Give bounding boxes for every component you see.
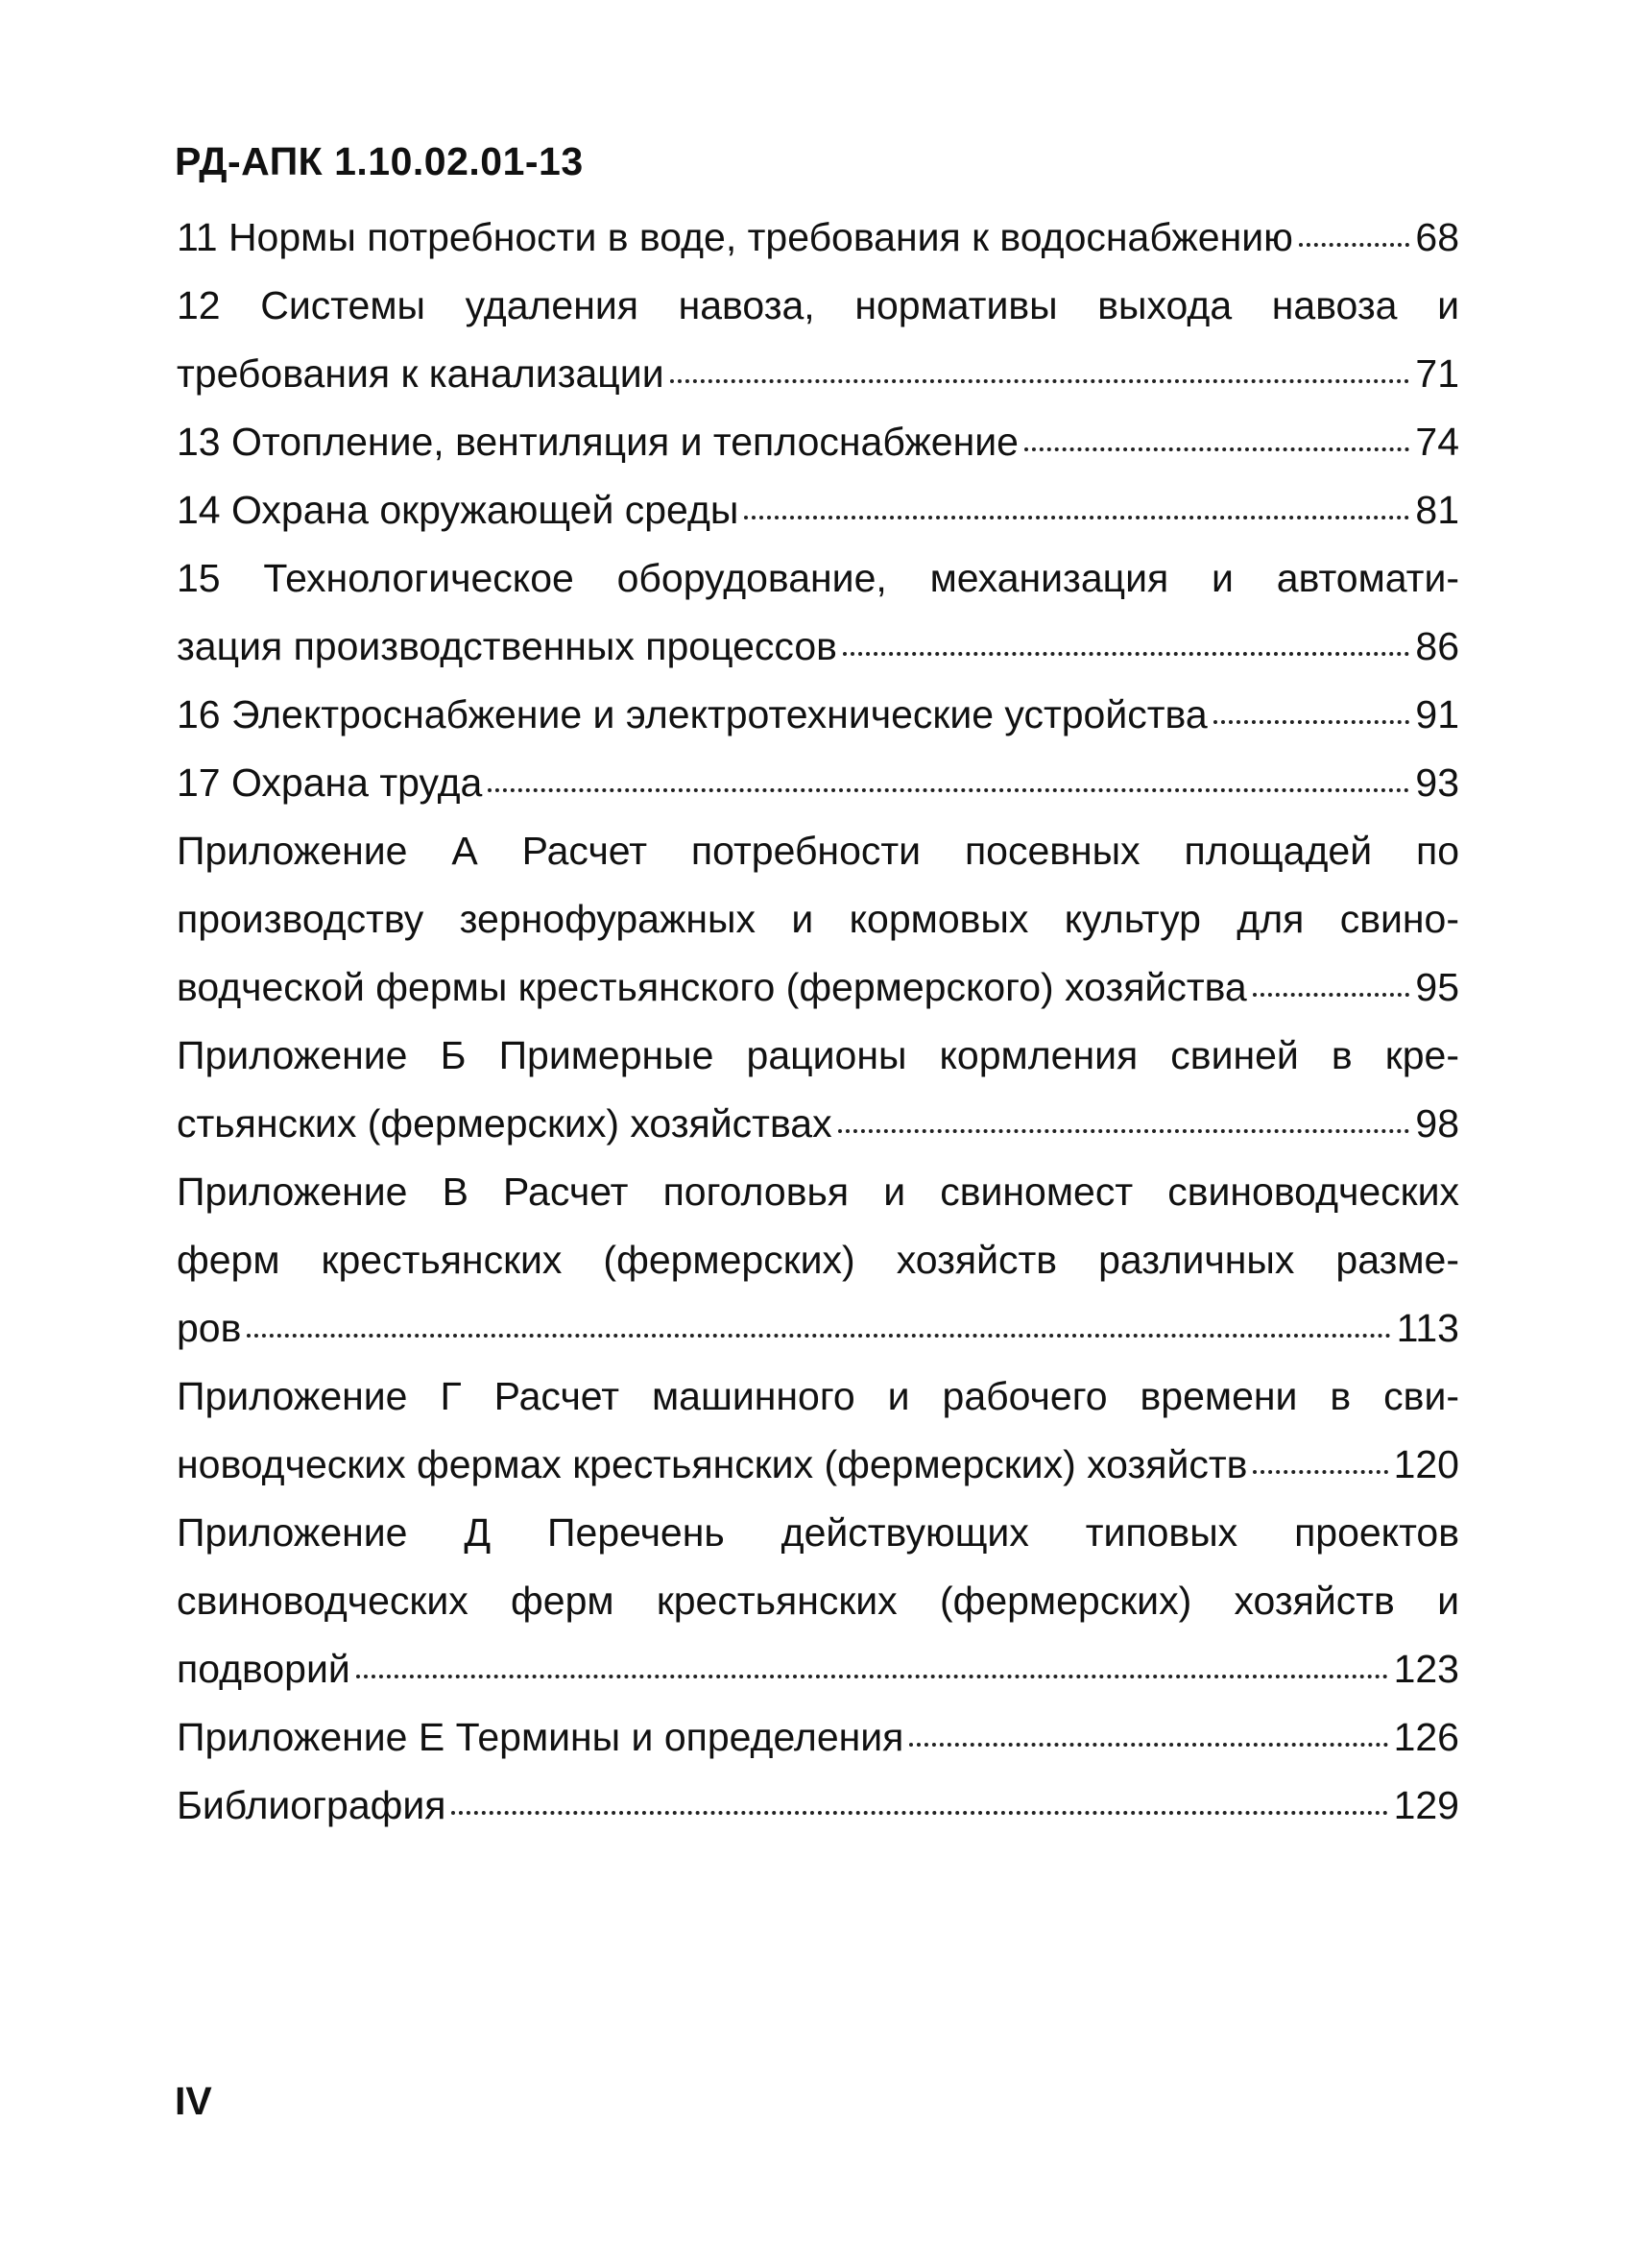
dot-leader: [1253, 1470, 1387, 1474]
page-number: IV: [175, 2079, 212, 2123]
toc-entry-title: 17 Охрана труда: [177, 760, 483, 805]
toc-entry-text-line: Приложение А Расчет потребности посевных площадей по: [177, 829, 1459, 873]
toc-entry-title: Приложение Е Термины и определения: [177, 1715, 904, 1759]
toc-entry-page: 86: [1415, 624, 1459, 668]
toc-entry: [177, 1772, 1459, 1840]
toc-entry-page: 91: [1415, 692, 1459, 736]
table-of-contents: [177, 204, 1459, 1840]
dot-leader: [838, 1129, 1410, 1133]
toc-entry: [177, 1022, 1459, 1158]
toc-entry-text-line: Приложение Д Перечень действующих типовых проектов: [177, 1510, 1459, 1555]
toc-entry-page: 95: [1415, 965, 1459, 1009]
toc-entry-text-line: 12 Системы удаления навоза, нормативы выхода навоза и: [177, 283, 1459, 327]
dot-leader: [843, 652, 1409, 656]
toc-entry-page: 71: [1415, 351, 1459, 396]
toc-entry-title: водческой фермы крестьянского (фермерского) хозяйства: [177, 965, 1247, 1009]
dot-leader: [247, 1334, 1390, 1338]
toc-entry: [177, 204, 1459, 272]
toc-entry-title: 13 Отопление, вентиляция и теплоснабжение: [177, 420, 1019, 464]
toc-entry-page: 98: [1415, 1101, 1459, 1146]
toc-entry: [177, 1158, 1459, 1363]
document-code-header: РД-АПК 1.10.02.01-13: [175, 139, 584, 183]
toc-entry: [177, 681, 1459, 749]
toc-entry-title: 16 Электроснабжение и электротехнические устройства: [177, 692, 1208, 736]
toc-entry-title: подворий: [177, 1647, 350, 1691]
toc-entry: [177, 272, 1459, 408]
toc-entry-title: зация производственных процессов: [177, 624, 837, 668]
toc-entry-last-line: [177, 681, 1459, 749]
toc-entry-last-line: [177, 408, 1459, 476]
toc-entry-last-line: [177, 1772, 1459, 1840]
dot-leader: [670, 379, 1410, 383]
toc-entry-last-line: [177, 1294, 1459, 1363]
toc-entry-text-line: ферм крестьянских (фермерских) хозяйств различных разме-: [177, 1238, 1459, 1282]
dot-leader: [909, 1743, 1387, 1747]
toc-entry-title: стьянских (фермерских) хозяйствах: [177, 1101, 832, 1146]
toc-entry-last-line: [177, 476, 1459, 544]
dot-leader: [744, 516, 1409, 519]
toc-entry-last-line: [177, 1090, 1459, 1158]
toc-entry-page: 68: [1415, 215, 1459, 259]
toc-entry-page: 126: [1393, 1715, 1459, 1759]
toc-entry-page: 129: [1393, 1783, 1459, 1827]
toc-entry: [177, 749, 1459, 817]
toc-entry: [177, 1499, 1459, 1703]
toc-entry-title: требования к канализации: [177, 351, 664, 396]
toc-entry-last-line: [177, 613, 1459, 681]
toc-entry-last-line: [177, 953, 1459, 1022]
toc-entry-text-line: производству зернофуражных и кормовых культур для свино-: [177, 897, 1459, 941]
toc-entry-page: 123: [1393, 1647, 1459, 1691]
toc-entry-page: 74: [1415, 420, 1459, 464]
toc-entry-last-line: [177, 340, 1459, 408]
dot-leader: [1253, 993, 1410, 997]
toc-entry: [177, 1363, 1459, 1499]
toc-entry: [177, 544, 1459, 681]
toc-entry-page: 120: [1393, 1442, 1459, 1486]
dot-leader: [1299, 243, 1410, 247]
toc-entry-text-line: Приложение В Расчет поголовья и свиномест свиноводческих: [177, 1170, 1459, 1214]
toc-entry-title: 14 Охрана окружающей среды: [177, 488, 739, 532]
dot-leader: [1213, 720, 1410, 724]
toc-entry: [177, 817, 1459, 1022]
toc-entry: [177, 1703, 1459, 1772]
toc-entry-last-line: [177, 204, 1459, 272]
toc-entry-last-line: [177, 1635, 1459, 1703]
toc-entry-title: ров: [177, 1306, 242, 1350]
toc-entry-text-line: Приложение Б Примерные рационы кормления свиней в кре-: [177, 1033, 1459, 1077]
dot-leader: [356, 1675, 1388, 1678]
dot-leader: [488, 788, 1409, 792]
toc-entry-last-line: [177, 1431, 1459, 1499]
toc-entry-text-line: свиноводческих ферм крестьянских (фермерских) хозяйств и: [177, 1579, 1459, 1623]
toc-entry: [177, 408, 1459, 476]
toc-entry-last-line: [177, 749, 1459, 817]
dot-leader: [451, 1811, 1387, 1815]
toc-entry-page: 93: [1415, 760, 1459, 805]
toc-entry: [177, 476, 1459, 544]
toc-entry-text-line: Приложение Г Расчет машинного и рабочего времени в сви-: [177, 1374, 1459, 1418]
dot-leader: [1024, 447, 1409, 451]
toc-entry-page: 113: [1396, 1306, 1459, 1350]
toc-entry-last-line: [177, 1703, 1459, 1772]
toc-entry-title: новодческих фермах крестьянских (фермерских) хозяйств: [177, 1442, 1248, 1486]
toc-entry-title: 11 Нормы потребности в воде, требования к водоснабжению: [177, 215, 1293, 259]
toc-entry-title: Библиография: [177, 1783, 446, 1827]
toc-entry-text-line: 15 Технологическое оборудование, механизация и автомати-: [177, 556, 1459, 600]
toc-entry-page: 81: [1415, 488, 1459, 532]
